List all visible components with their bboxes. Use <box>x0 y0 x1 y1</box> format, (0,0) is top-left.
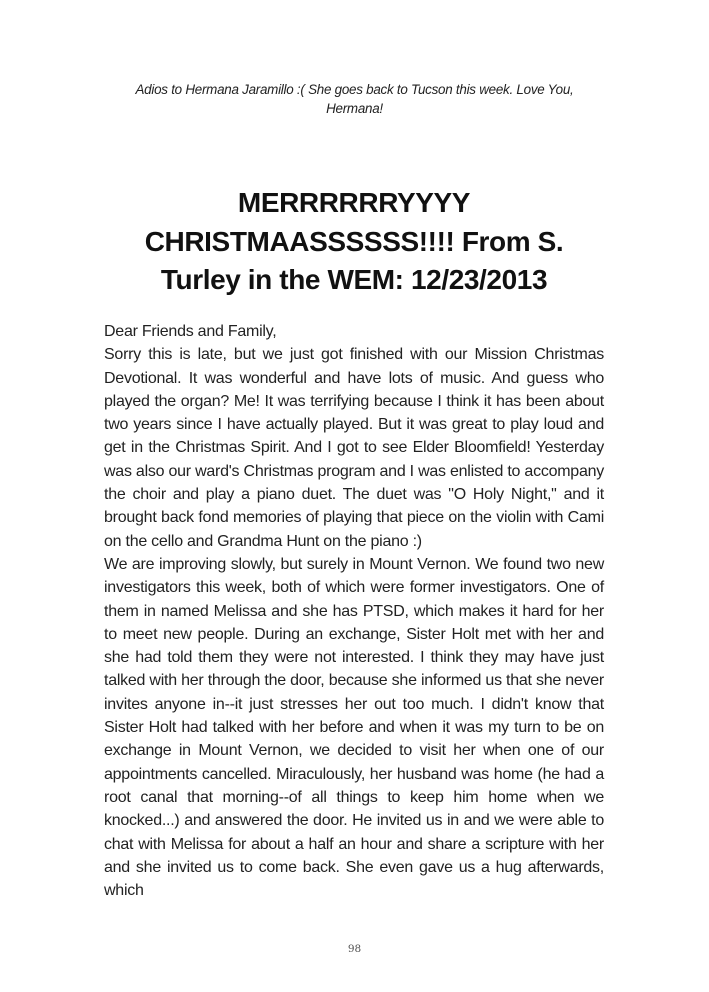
page-number: 98 <box>347 943 362 955</box>
letter-title: MERRRRRRYYYY CHRISTMAASSSSSS!!!! From S. Turley in the WEM: 12/23/2013 <box>144 187 564 295</box>
body-paragraph: Sorry this is late, but we just got finished with our Mission Christmas Devotional. It was wonderful and have lots of music. And guess who played the organ? Me! It was terrifying because I think it has been about two years since I have actually played. But it was great to play loud and get in the Christmas Spirit. And I got to see Elder Bloomfield! Yesterday was also our ward's Christmas program and I was enlisted to accompany the choir and play a piano duet. The duet was "O Holy Night," and it brought back fond memories of playing that piece on the violin with Cami on the cello and Grandma Hunt on the piano :) <box>104 346 604 550</box>
body-paragraph: We are improving slowly, but surely in Mount Vernon. We found two new investigators this week, both of which were former investigators. One of them in named Melissa and she has PTSD, which makes it hard for her to meet new people. During an exchange, Sister Holt met with her and she had told them they were not interested. I think they may have just talked with her through the door, because she informed us that she never invites anyone in--it just stresses her out too much. I didn't know that Sister Holt had talked with her before and when it was my turn to be on exchange in Mount Vernon, we decided to visit her when one of our appointments cancelled. Miraculously, her husband was home (he had a root canal that morning--of all things to keep him home when we knocked...) and answered the door. He invited us in and we were able to chat with Melissa for about a half an hour and share a scripture with her and she invited us to come back. She even gave us a hug afterwards, which <box>104 555 604 900</box>
letter-body <box>104 320 604 902</box>
salutation: Dear Friends and Family, <box>104 323 277 340</box>
photo-caption: Adios to Hermana Jaramillo :( She goes back to Tucson this week. Love You, Hermana! <box>135 82 574 116</box>
